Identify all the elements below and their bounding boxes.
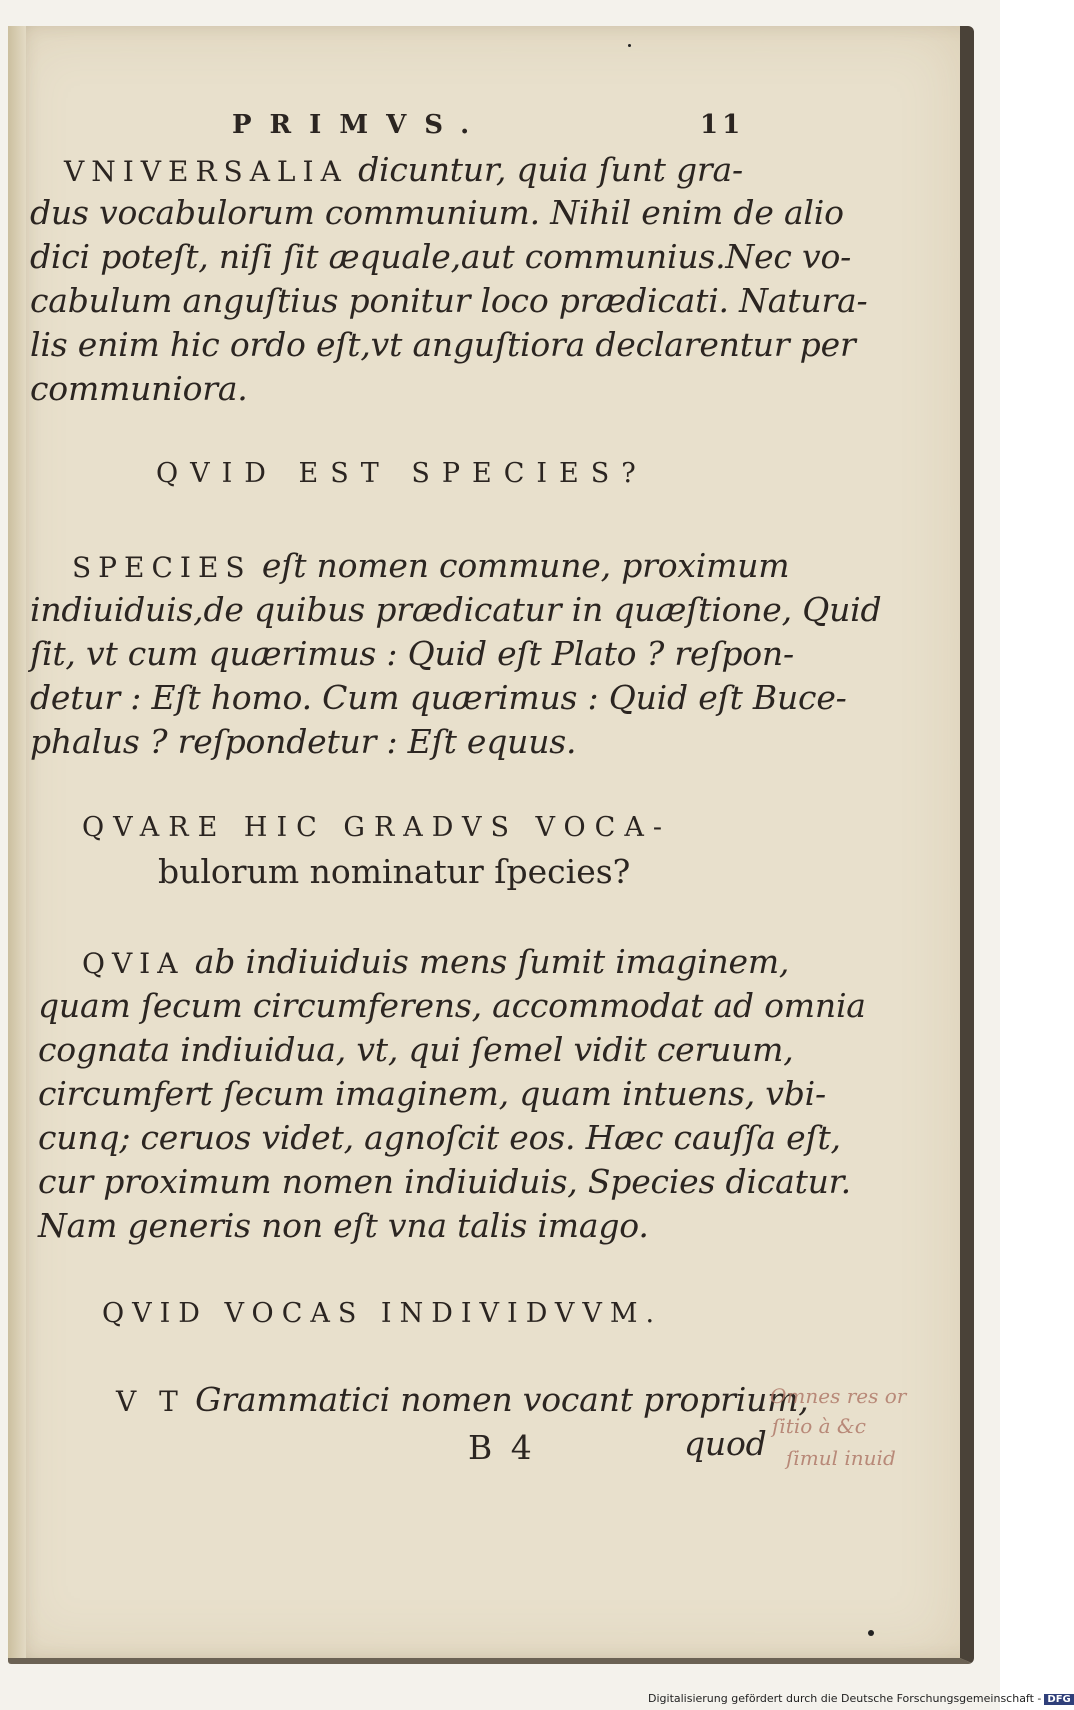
paragraph-3-line-1: QVIA ab indiuiduis mens ſumit imaginem,: [82, 942, 790, 981]
paragraph-2-lead: SPECIES: [72, 551, 252, 584]
paragraph-3-line-3: cognata indiuidua, vt, qui ſemel vidit ceruum,: [38, 1030, 794, 1069]
paragraph-4-lead: V T: [116, 1385, 185, 1418]
paragraph-1-line-5: lis enim hic ordo eſt,vt anguſtiora declarentur per: [30, 325, 856, 364]
section-heading-quare-line-2: bulorum nominatur ſpecies?: [158, 852, 631, 891]
paragraph-2-line-1: SPECIES eſt nomen commune, proximum: [72, 546, 790, 585]
paragraph-2-line-5: phalus ? reſpondetur : Eſt equus.: [30, 722, 577, 761]
paragraph-3-line-6: cur proximum nomen indiuiduis, Species dicatur.: [38, 1162, 851, 1201]
paragraph-1-line-2: dus vocabulorum communium. Nihil enim de alio: [30, 193, 844, 232]
running-head-title: PRIMVS.: [232, 110, 488, 140]
marginal-note-line-2: ſitio à &c: [772, 1414, 866, 1438]
marginal-note-line-3: ſimul inuid: [786, 1446, 896, 1470]
paragraph-1-lead: VNIVERSALIA: [64, 155, 348, 188]
paragraph-3-line-7: Nam generis non eſt vna talis imago.: [38, 1206, 649, 1245]
marginal-note-line-1: Omnes res or: [770, 1384, 907, 1408]
paragraph-1-line-6: communiora.: [30, 369, 248, 408]
paragraph-3-line-4: circumfert ſecum imaginem, quam intuens, vbi-: [38, 1074, 826, 1113]
paragraph-1-line-3: dici poteſt, niſi ſit æquale,aut communius.Nec vo-: [30, 237, 852, 276]
dfg-logo: DFG: [1044, 1694, 1073, 1705]
paragraph-2-line-4: detur : Eſt homo. Cum quærimus : Quid eſt Buce-: [30, 678, 847, 717]
paragraph-3-lead: QVIA: [82, 947, 185, 980]
paper-speck: [628, 44, 631, 47]
page-gutter-shadow: [8, 26, 26, 1658]
catchword: quod: [684, 1424, 767, 1463]
section-heading-quare-line-1: QVARE HIC GRADVS VOCA-: [82, 812, 671, 843]
signature-mark: B 4: [468, 1428, 536, 1467]
paragraph-1-line-4: cabulum anguſtius ponitur loco prædicati. Natura-: [30, 281, 868, 320]
paragraph-3-line-5: cunq; ceruos videt, agnoſcit eos. Hæc cauſſa eſt,: [38, 1118, 841, 1157]
page-folio: 11: [700, 110, 745, 140]
paragraph-2-line-2: indiuiduis,de quibus prædicatur in quæſtione, Quid: [30, 590, 882, 629]
paper-speck: [868, 1630, 874, 1636]
paragraph-1-line-1: VNIVERSALIA dicuntur, quia ſunt gra-: [64, 150, 743, 189]
paragraph-4-line-1: V T Grammatici nomen vocant proprium,: [116, 1380, 809, 1419]
paragraph-2-line-3: ſit, vt cum quærimus : Quid eſt Plato ? reſpon-: [30, 634, 794, 673]
digitization-credit: Digitalisierung gefördert durch die Deutsche Forschungsgemeinschaft - DFG: [648, 1692, 990, 1708]
section-heading-species: QVID EST SPECIES?: [156, 458, 648, 489]
paragraph-3-line-2: quam ſecum circumferens, accommodat ad omnia: [38, 986, 866, 1025]
section-heading-individuum: QVID VOCAS INDIVIDVVM.: [102, 1298, 663, 1329]
